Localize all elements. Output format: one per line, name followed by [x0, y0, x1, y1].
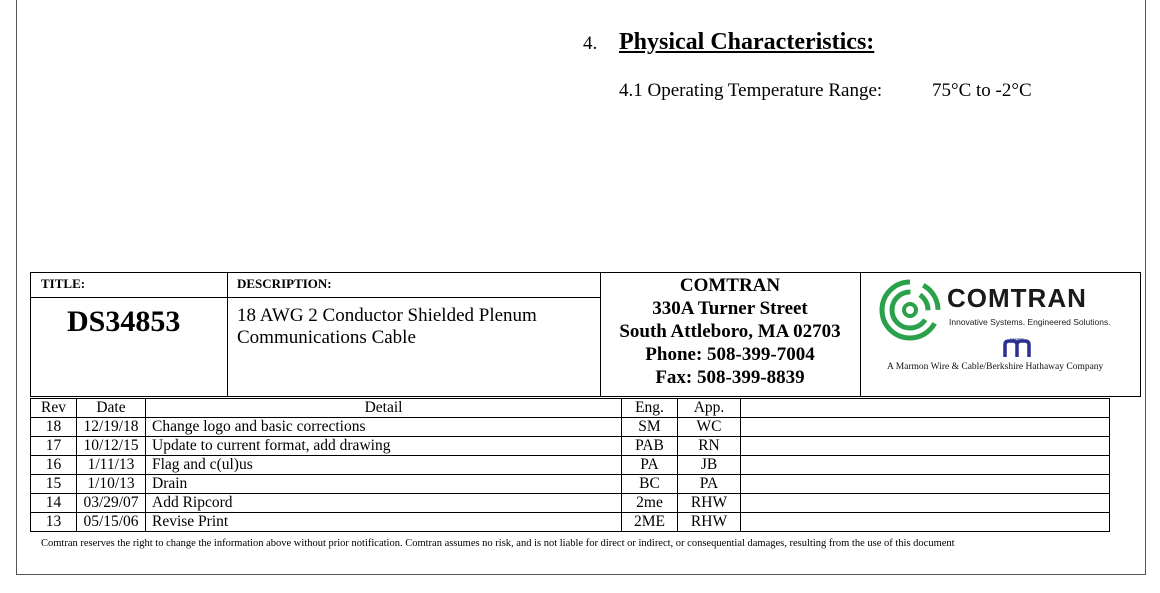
date-cell: 03/29/07: [77, 494, 146, 513]
table-row: [31, 494, 1110, 513]
date-cell: 05/15/06: [77, 513, 146, 532]
description-text: 18 AWG 2 Conductor Shielded Plenum Communications Cable: [237, 305, 537, 348]
detail-cell: Change logo and basic corrections: [146, 418, 622, 437]
column-header-date: Date: [77, 399, 146, 418]
date-cell: 12/19/18: [77, 418, 146, 437]
column-header-rev: Rev: [31, 399, 77, 418]
blank-cell: [741, 418, 1110, 437]
date-cell: 1/11/13: [77, 456, 146, 475]
app-cell: PA: [678, 475, 741, 494]
app-cell: RHW: [678, 513, 741, 532]
eng-cell: PAB: [622, 437, 678, 456]
address-company: COMTRAN: [679, 275, 781, 296]
description-label: DESCRIPTION:: [237, 276, 332, 291]
title-label: TITLE:: [41, 276, 86, 291]
app-cell: WC: [678, 418, 741, 437]
divider: [860, 273, 861, 396]
column-header-eng: Eng.: [622, 399, 678, 418]
column-header-app: App.: [678, 399, 741, 418]
rev-cell: 16: [31, 456, 77, 475]
blank-cell: [741, 475, 1110, 494]
logo-wordmark: COMTRAN: [947, 283, 1087, 313]
revision-header-row: [31, 399, 1110, 418]
title-block: [30, 272, 1141, 397]
document-number: DS34853: [67, 305, 181, 338]
eng-cell: 2ME: [622, 513, 678, 532]
detail-cell: Flag and c(ul)us: [146, 456, 622, 475]
address-block: [600, 274, 860, 389]
rev-cell: 17: [31, 437, 77, 456]
revision-table: [30, 398, 1110, 532]
rev-cell: 13: [31, 513, 77, 532]
eng-cell: PA: [622, 456, 678, 475]
logo-company-line: A Marmon Wire & Cable/Berkshire Hathaway Company: [887, 362, 1104, 372]
table-row: [31, 418, 1110, 437]
app-cell: JB: [678, 456, 741, 475]
column-header-detail: Detail: [146, 399, 622, 418]
eng-cell: BC: [622, 475, 678, 494]
address-phone: Phone: 508-399-7004: [645, 344, 815, 365]
comtran-logo-icon: [879, 279, 941, 341]
blank-cell: [741, 513, 1110, 532]
address-city: South Attleboro, MA 02703: [619, 321, 841, 342]
blank-cell: [741, 437, 1110, 456]
temperature-label: 4.1 Operating Temperature Range:: [619, 80, 883, 101]
table-row: [31, 437, 1110, 456]
rev-cell: 14: [31, 494, 77, 513]
marmon-text: MARMON: [1010, 337, 1024, 341]
marmon-logo-icon: [1003, 337, 1031, 359]
eng-cell: SM: [622, 418, 678, 437]
rev-cell: 18: [31, 418, 77, 437]
table-row: [31, 513, 1110, 532]
divider: [31, 297, 600, 298]
table-row: [31, 456, 1110, 475]
divider: [227, 273, 228, 396]
rev-cell: 15: [31, 475, 77, 494]
detail-cell: Drain: [146, 475, 622, 494]
temperature-value: 75°C to -2°C: [932, 80, 1032, 101]
date-cell: 1/10/13: [77, 475, 146, 494]
eng-cell: 2me: [622, 494, 678, 513]
app-cell: RN: [678, 437, 741, 456]
date-cell: 10/12/15: [77, 437, 146, 456]
app-cell: RHW: [678, 494, 741, 513]
section-number: 4.: [583, 33, 598, 54]
detail-cell: Update to current format, add drawing: [146, 437, 622, 456]
section-title: Physical Characteristics:: [619, 29, 875, 55]
address-fax: Fax: 508-399-8839: [655, 367, 805, 388]
address-street: 330A Turner Street: [652, 298, 808, 319]
detail-cell: Revise Print: [146, 513, 622, 532]
table-row: [31, 475, 1110, 494]
blank-cell: [741, 494, 1110, 513]
logo-tagline: Innovative Systems. Engineered Solutions.: [949, 317, 1111, 327]
blank-cell: [741, 399, 1110, 418]
comtran-logo: [879, 277, 1141, 395]
blank-cell: [741, 456, 1110, 475]
detail-cell: Add Ripcord: [146, 494, 622, 513]
disclaimer-text: Comtran reserves the right to change the information above without prior notification. Comtran assumes no risk, and is not liable for direct or indirect, or consequential damages, resulting from the use of this document: [41, 538, 955, 549]
